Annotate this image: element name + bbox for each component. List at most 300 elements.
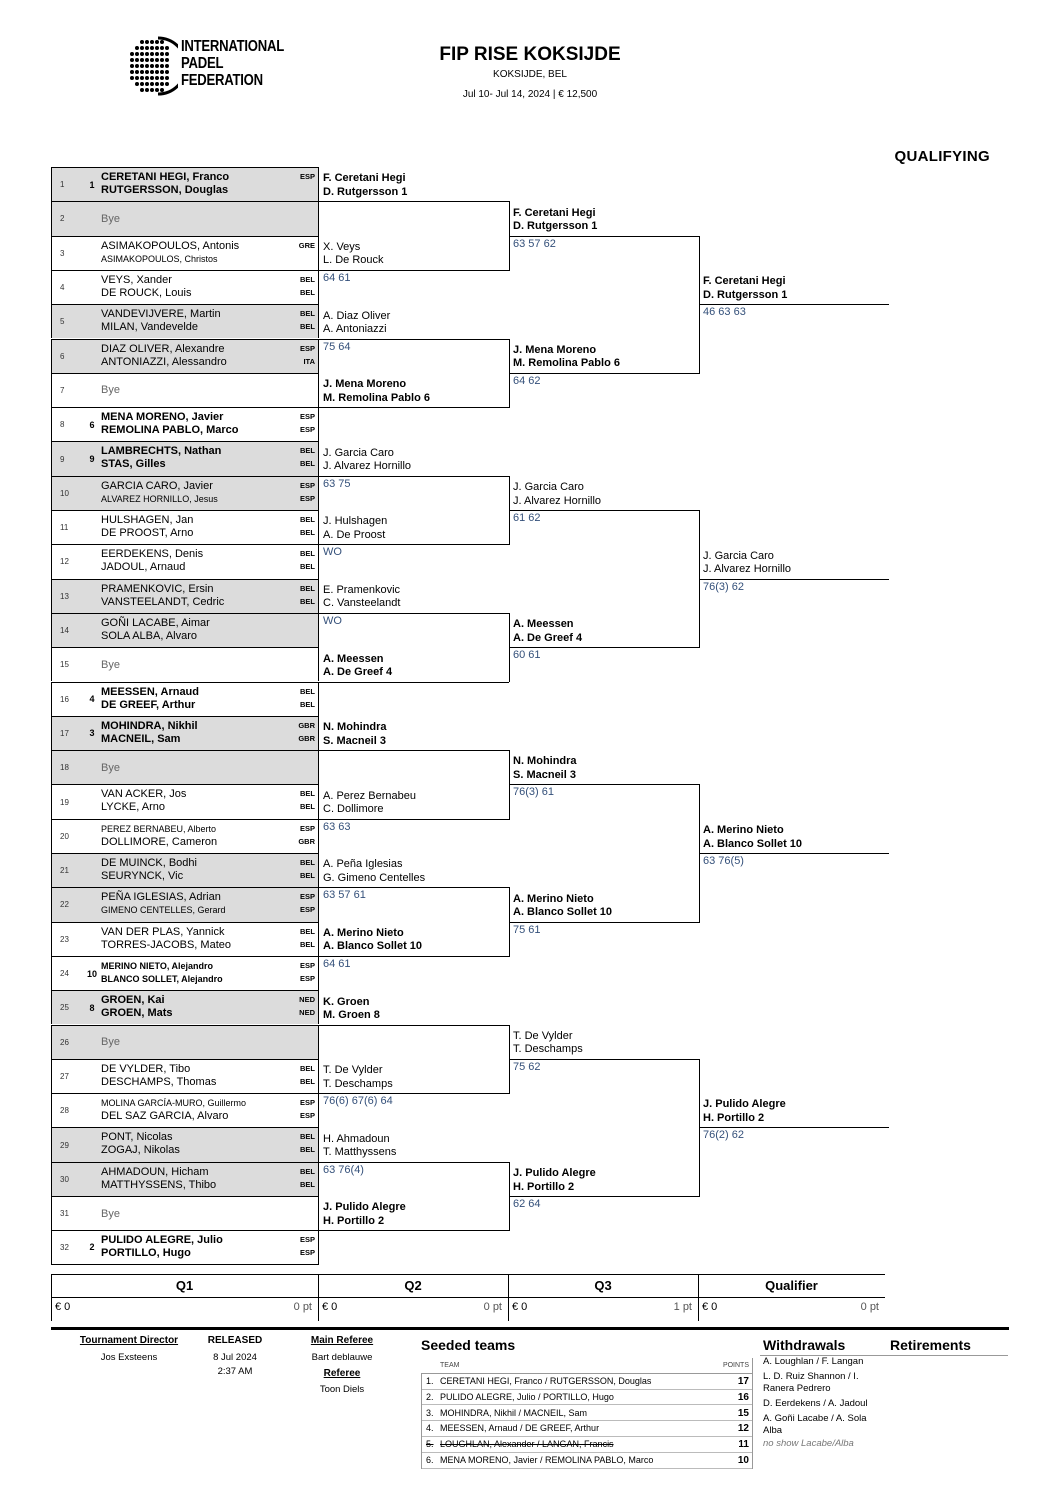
- slot-number: 27: [60, 1071, 69, 1081]
- slot-number: 11: [60, 523, 69, 533]
- winner-name: H. Portillo 2: [323, 1214, 385, 1227]
- player-name: PEREZ BERNABEU, Alberto: [101, 823, 217, 834]
- player-name: ANTONIAZZI, Alessandro: [101, 355, 227, 368]
- player-name: MERINO NIETO, Alejandro: [101, 960, 214, 971]
- tournament-dates: Jul 10- Jul 14, 2024 | € 12,500: [462, 89, 598, 100]
- slot-number: 30: [60, 1174, 69, 1184]
- draw-slot: [51, 1230, 319, 1264]
- player-name: GROEN, Mats: [101, 1007, 173, 1020]
- draw-slot: [51, 647, 319, 681]
- match-score: 76(3) 61: [513, 786, 554, 799]
- nationality-code: ESP: [299, 425, 315, 435]
- winner-name: J. Alvarez Hornillo: [703, 563, 792, 576]
- player-name: BLANCO SOLLET, Alejandro: [101, 973, 223, 984]
- withdrawal-note: no show Lacabe/Alba: [763, 1438, 854, 1449]
- draw-slot: [51, 1162, 319, 1196]
- winner-name: T. Deschamps: [323, 1077, 393, 1090]
- bracket-line: [319, 750, 509, 751]
- draw-slot: [51, 1196, 319, 1230]
- bye-label: Bye: [101, 658, 120, 671]
- slot-number: 31: [60, 1209, 69, 1219]
- draw-slot: [51, 304, 319, 338]
- bracket-line: [319, 956, 509, 957]
- slot-number: 6: [60, 351, 65, 361]
- slot-number: 19: [60, 797, 69, 807]
- player-name: MOHINDRA, Nikhil: [101, 719, 198, 732]
- winner-name: S. Macneil 3: [323, 734, 386, 747]
- match-score: 75 61: [513, 923, 541, 936]
- draw-slot: [51, 1127, 319, 1161]
- draw-slot: [51, 510, 319, 544]
- player-name: MENA MORENO, Javier: [101, 411, 224, 424]
- winner-name: A. Diaz Oliver: [323, 309, 391, 322]
- slot-number: 12: [60, 557, 69, 567]
- nationality-code: BEL: [300, 802, 315, 812]
- draw-slot: [51, 407, 319, 441]
- nationality-code: BEL: [300, 309, 315, 319]
- winner-name: J. Pulido Alegre: [513, 1167, 596, 1179]
- draw-slot: [51, 270, 319, 304]
- player-name: HULSHAGEN, Jan: [101, 514, 194, 526]
- player-name: VEYS, Xander: [101, 273, 172, 286]
- player-name: JADOUL, Arnaud: [101, 561, 186, 574]
- winner-name: D. Rutgersson 1: [703, 288, 788, 301]
- nationality-code: BEL: [300, 583, 315, 593]
- withdrawal-item: A. Loughlan / F. Langan: [763, 1356, 864, 1367]
- round-q1: Q1 € 0 0 pt: [55, 1278, 312, 1313]
- bracket-line: [319, 270, 509, 271]
- winner-name: A. Antoniazzi: [323, 323, 387, 335]
- winner-name: F. Ceretani Hegi: [703, 275, 786, 288]
- player-name: VANSTEELANDT, Cedric: [101, 595, 225, 608]
- nationality-code: BEL: [300, 939, 315, 949]
- bye-label: Bye: [101, 1207, 120, 1220]
- bracket-line: [509, 784, 699, 785]
- player-name: CERETANI HEGI, Franco: [101, 171, 230, 183]
- bracket-line: [699, 1127, 889, 1128]
- match-score: 64 61: [323, 957, 351, 970]
- winner-name: J. Mena Moreno: [323, 378, 407, 391]
- winner-name: T. Deschamps: [513, 1043, 583, 1056]
- seeded-row: [421, 1421, 753, 1437]
- nationality-code: BEL: [300, 287, 315, 297]
- nationality-code: BEL: [300, 1063, 315, 1073]
- winner-name: J. Garcia Caro: [513, 481, 584, 493]
- draw-slot: [51, 339, 319, 373]
- player-name: MILAN, Vandevelde: [101, 321, 199, 334]
- player-name: GROEN, Kai: [101, 994, 165, 1007]
- winner-name: T. Matthyssens: [323, 1146, 397, 1159]
- draw-slot: [51, 544, 319, 578]
- withdrawal-item: L. D. Ruiz Shannon / I. Ranera Pedrero: [763, 1371, 859, 1394]
- nationality-code: ESP: [299, 905, 315, 915]
- draw-slot: [51, 373, 319, 407]
- winner-name: A. Meessen: [323, 652, 384, 665]
- bracket-line: [509, 510, 699, 511]
- slot-number: 23: [60, 934, 69, 944]
- bracket-line: [509, 922, 699, 923]
- fip-logo-icon: [128, 36, 178, 98]
- bracket-line: [319, 201, 509, 202]
- player-name: DESCHAMPS, Thomas: [101, 1075, 217, 1088]
- match-score: 63 57 62: [513, 237, 556, 250]
- winner-name: A. Merino Nieto: [323, 926, 404, 939]
- bracket-line: [319, 1230, 509, 1231]
- slot-number: 25: [60, 1003, 69, 1013]
- winner-name: T. De Vylder: [323, 1064, 383, 1077]
- winner-name: A. De Proost: [323, 528, 386, 541]
- winner-name: A. Blanco Sollet 10: [513, 906, 613, 919]
- director-label: Tournament Director: [79, 1335, 179, 1346]
- bracket-line: [319, 1093, 509, 1094]
- slot-number: 32: [60, 1242, 69, 1252]
- draw-slot: [51, 819, 319, 853]
- slot-number: 14: [60, 626, 69, 636]
- seed-points: 15: [737, 1407, 749, 1419]
- draw-slot: [51, 887, 319, 921]
- slot-number: 7: [60, 385, 65, 395]
- winner-name: A. Blanco Sollet 10: [323, 940, 423, 953]
- player-name: PONT, Nicolas: [101, 1131, 173, 1144]
- bracket-line: [319, 1162, 509, 1163]
- slot-number: 1: [60, 180, 65, 190]
- bracket-line: [319, 476, 509, 477]
- player-name: MACNEIL, Sam: [101, 732, 181, 745]
- winner-name: J. Alvarez Hornillo: [513, 494, 602, 507]
- seed-rank: 6.: [426, 1455, 434, 1465]
- nationality-code: BEL: [300, 549, 315, 559]
- nationality-code: BEL: [300, 699, 315, 709]
- slot-number: 2: [60, 214, 65, 224]
- draw-slot: [51, 750, 319, 784]
- match-score: WO: [323, 546, 342, 559]
- nationality-code: BEL: [300, 562, 315, 572]
- player-name: DE VYLDER, Tibo: [101, 1062, 191, 1075]
- nationality-code: GBR: [298, 720, 315, 730]
- bracket-line: [319, 1025, 509, 1026]
- bracket-line: [319, 407, 509, 408]
- player-name: LYCKE, Arno: [101, 801, 165, 814]
- nationality-code: ESP: [299, 1248, 315, 1258]
- nationality-code: BEL: [300, 789, 315, 799]
- player-name: DE GREEF, Arthur: [101, 698, 196, 711]
- winner-name: A. Blanco Sollet 10: [703, 837, 803, 850]
- winner-name: A. Perez Bernabeu: [323, 789, 416, 802]
- player-name: GOÑI LACABE, Aimar: [101, 616, 210, 629]
- seed-points: 17: [737, 1376, 749, 1387]
- tournament-location: KOKSIJDE, BEL: [493, 69, 567, 80]
- bracket-line: [509, 1059, 699, 1060]
- withdrawals-title: Withdrawals: [763, 1337, 846, 1353]
- match-score: 64 61: [323, 271, 351, 284]
- winner-name: T. De Vylder: [513, 1029, 573, 1042]
- draw-type: QUALIFYING: [894, 148, 990, 165]
- player-name: SEURYNCK, Vic: [101, 870, 184, 882]
- nationality-code: ESP: [299, 1098, 315, 1108]
- bracket-line: [319, 887, 509, 888]
- slot-number: 21: [60, 866, 69, 876]
- referee-name: Toon Diels: [319, 1384, 365, 1395]
- player-name: LAMBRECHTS, Nathan: [101, 445, 222, 458]
- winner-name: J. Garcia Caro: [703, 549, 774, 562]
- nationality-code: BEL: [300, 926, 315, 936]
- winner-name: M. Remolina Pablo 6: [323, 391, 430, 404]
- retirements-title: Retirements: [890, 1337, 971, 1353]
- match-score: 63 75: [323, 477, 351, 490]
- nationality-code: BEL: [300, 1076, 315, 1086]
- referee-label: Referee: [323, 1368, 361, 1379]
- draw-slot: [51, 201, 319, 235]
- seed-number: 10: [86, 968, 97, 979]
- draw-slot: [51, 579, 319, 613]
- bracket-line: [509, 1196, 699, 1197]
- winner-name: J. Pulido Alegre: [323, 1201, 406, 1214]
- seed-team: LOUGHLAN, Alexander / LANGAN, Francis: [440, 1439, 614, 1450]
- player-name: PULIDO ALEGRE, Julio: [101, 1234, 223, 1247]
- draw-slot: [51, 613, 319, 647]
- seed-points: 11: [738, 1439, 749, 1451]
- bracket-line: [319, 339, 509, 340]
- player-name: VAN DER PLAS, Yannick: [101, 925, 225, 938]
- slot-number: 22: [60, 900, 69, 910]
- player-name: ZOGAJ, Nikolas: [101, 1144, 180, 1157]
- winner-name: M. Groen 8: [323, 1009, 380, 1021]
- match-score: 76(2) 62: [703, 1129, 744, 1142]
- player-name: RUTGERSSON, Douglas: [101, 184, 229, 196]
- nationality-code: BEL: [300, 528, 315, 537]
- player-name: DE MUINCK, Bodhi: [101, 857, 197, 869]
- winner-name: S. Macneil 3: [513, 768, 576, 781]
- slot-number: 24: [60, 969, 69, 979]
- seeded-row: [421, 1374, 753, 1390]
- nationality-code: BEL: [300, 858, 315, 867]
- player-name: GIMENO CENTELLES, Gerard: [101, 905, 226, 916]
- slot-number: 26: [60, 1037, 69, 1047]
- seeded-row: [421, 1390, 753, 1406]
- nationality-code: ESP: [299, 412, 315, 422]
- seeded-header: TEAM POINTS: [421, 1358, 753, 1374]
- nationality-code: ESP: [299, 973, 315, 983]
- seed-number: 6: [89, 419, 95, 430]
- nationality-code: BEL: [300, 515, 315, 524]
- nationality-code: BEL: [300, 1145, 315, 1155]
- winner-name: N. Mohindra: [323, 721, 387, 734]
- draw-slot: [51, 956, 319, 990]
- winner-name: D. Rutgersson 1: [323, 185, 408, 198]
- seed-number: 9: [89, 454, 95, 465]
- draw-slot: [51, 716, 319, 750]
- winner-name: J. Garcia Caro: [323, 446, 394, 459]
- match-score: WO: [323, 614, 342, 627]
- nationality-code: BEL: [300, 596, 315, 606]
- nationality-code: NED: [299, 995, 315, 1005]
- player-name: DOLLIMORE, Cameron: [101, 835, 218, 848]
- slot-number: 8: [60, 420, 65, 430]
- slot-number: 18: [60, 763, 69, 773]
- nationality-code: BEL: [300, 1166, 315, 1176]
- slot-number: 15: [60, 660, 69, 670]
- nationality-code: ESP: [299, 493, 315, 503]
- seed-number: 3: [89, 728, 95, 739]
- nationality-code: GRE: [298, 240, 315, 250]
- player-name: TORRES-JACOBS, Mateo: [101, 938, 231, 951]
- nationality-code: GBR: [298, 836, 315, 846]
- draw-slot: [51, 441, 319, 475]
- match-score: 76(3) 62: [703, 580, 744, 593]
- round-q3: Q3 € 0 1 pt: [512, 1278, 692, 1313]
- seed-number: 2: [89, 1242, 95, 1253]
- nationality-code: ESP: [299, 960, 315, 970]
- winner-name: F. Ceretani Hegi: [513, 206, 596, 219]
- winner-name: N. Mohindra: [513, 755, 577, 768]
- seed-number: 4: [89, 694, 95, 705]
- nationality-code: ESP: [299, 823, 315, 833]
- main-referee-label: Main Referee: [310, 1335, 374, 1346]
- match-score: 64 62: [513, 374, 541, 387]
- main-referee-name: Bart deblauwe: [311, 1352, 373, 1363]
- match-score: 61 62: [513, 512, 541, 524]
- bracket-line: [319, 544, 509, 545]
- nationality-code: BEL: [300, 686, 315, 696]
- nationality-code: ESP: [299, 892, 315, 902]
- nationality-code: BEL: [300, 446, 315, 456]
- divider: [51, 1327, 1009, 1330]
- seed-team: MOHINDRA, Nikhil / MACNEIL, Sam: [440, 1407, 588, 1418]
- seed-rank: 5.: [426, 1439, 434, 1450]
- bracket-line: [319, 682, 509, 683]
- bye-label: Bye: [101, 1036, 120, 1049]
- seeded-teams-title: Seeded teams: [421, 1337, 516, 1353]
- draw-slot: [51, 784, 319, 818]
- seed-rank: 2.: [426, 1391, 434, 1402]
- director-name: Jos Exsteens: [100, 1352, 158, 1363]
- slot-number: 4: [60, 283, 65, 293]
- winner-name: A. Merino Nieto: [513, 892, 594, 905]
- player-name: PRAMENKOVIC, Ersin: [101, 582, 214, 595]
- bracket-line: [509, 647, 699, 648]
- match-score: 75 64: [323, 340, 351, 353]
- seeded-row: [421, 1406, 753, 1422]
- player-name: MEESSEN, Arnaud: [101, 685, 199, 698]
- seed-number: 1: [89, 179, 95, 190]
- winner-name: A. Peña Iglesias: [323, 858, 403, 871]
- seed-points: 10: [737, 1455, 749, 1466]
- nationality-code: ESP: [299, 480, 315, 490]
- player-name: ASIMAKOPOULOS, Christos: [101, 253, 218, 264]
- player-name: PORTILLO, Hugo: [101, 1247, 191, 1260]
- nationality-code: BEL: [300, 1132, 315, 1142]
- rounds-footer: [51, 1274, 885, 1321]
- match-score: 62 64: [513, 1198, 541, 1210]
- draw-slot: [51, 682, 319, 716]
- slot-number: 3: [60, 248, 65, 258]
- slot-number: 13: [60, 591, 69, 601]
- bracket-line: [319, 819, 509, 820]
- match-score: 63 63: [323, 820, 351, 833]
- seed-rank: 1.: [426, 1376, 434, 1386]
- player-name: EERDEKENS, Denis: [101, 548, 204, 561]
- winner-name: C. Dollimore: [323, 803, 384, 816]
- seed-team: MENA MORENO, Javier / REMOLINA PABLO, Marco: [440, 1455, 654, 1465]
- nationality-code: BEL: [300, 322, 315, 332]
- winner-name: A. De Greef 4: [513, 631, 583, 644]
- winner-name: M. Remolina Pablo 6: [513, 357, 620, 370]
- slot-number: 28: [60, 1106, 69, 1116]
- player-name: DIAZ OLIVER, Alexandre: [101, 342, 225, 355]
- player-name: STAS, Gilles: [101, 458, 166, 471]
- player-name: GARCIA CARO, Javier: [101, 479, 213, 492]
- nationality-code: ITA: [303, 356, 315, 366]
- seed-team: MEESSEN, Arnaud / DE GREEF, Arthur: [440, 1423, 600, 1434]
- draw-slot: [51, 167, 319, 201]
- slot-number: 29: [60, 1140, 69, 1150]
- nationality-code: ESP: [299, 172, 315, 181]
- bye-label: Bye: [101, 212, 120, 225]
- winner-name: F. Ceretani Hegi: [323, 172, 406, 185]
- winner-name: J. Mena Moreno: [513, 343, 597, 356]
- released-label: RELEASED: [207, 1335, 263, 1346]
- seeded-row: [421, 1453, 753, 1469]
- released-date: 8 Jul 2024: [213, 1352, 257, 1363]
- winner-name: H. Portillo 2: [703, 1111, 765, 1124]
- match-score: 75 62: [513, 1060, 541, 1073]
- winner-name: L. De Rouck: [323, 254, 384, 267]
- player-name: DE ROUCK, Louis: [101, 286, 192, 299]
- winner-name: H. Portillo 2: [513, 1180, 575, 1193]
- withdrawal-item: D. Eerdekens / A. Jadoul: [763, 1398, 868, 1409]
- tournament-title: FIP RISE KOKSIJDE: [439, 44, 621, 65]
- round-qualifier: Qualifier € 0 0 pt: [702, 1278, 879, 1313]
- player-name: VAN ACKER, Jos: [101, 788, 187, 801]
- draw-slot: [51, 1025, 319, 1059]
- draw-slot: [51, 853, 319, 887]
- winner-name: J. Hulshagen: [323, 515, 388, 528]
- slot-number: 20: [60, 831, 69, 841]
- nationality-code: BEL: [300, 1179, 315, 1189]
- seed-number: 8: [89, 1002, 95, 1013]
- bracket-line: [509, 236, 699, 237]
- seed-rank: 4.: [426, 1423, 434, 1434]
- player-name: DEL SAZ GARCIA, Alvaro: [101, 1110, 229, 1123]
- nationality-code: ESP: [299, 343, 315, 353]
- released-time: 2:37 AM: [217, 1366, 253, 1377]
- match-score: 63 76(5): [703, 855, 744, 867]
- bye-label: Bye: [101, 761, 120, 774]
- nationality-code: BEL: [300, 871, 315, 880]
- player-name: AHMADOUN, Hicham: [101, 1165, 209, 1178]
- winner-name: K. Groen: [323, 995, 370, 1008]
- player-name: ALVAREZ HORNILLO, Jesus: [101, 493, 218, 504]
- draw-slot: [51, 922, 319, 956]
- player-name: ASIMAKOPOULOS, Antonis: [101, 239, 240, 252]
- match-score: 60 61: [513, 649, 541, 662]
- seed-team: PULIDO ALEGRE, Julio / PORTILLO, Hugo: [440, 1391, 614, 1402]
- nationality-code: ESP: [299, 1235, 315, 1245]
- player-name: MATTHYSSENS, Thibo: [101, 1178, 217, 1191]
- bracket-line: [509, 373, 699, 374]
- fip-logo-text: INTERNATIONAL PADEL FEDERATION: [181, 38, 284, 89]
- draw-slot: [51, 1093, 319, 1127]
- nationality-code: BEL: [300, 459, 315, 469]
- winner-name: A. Merino Nieto: [703, 824, 784, 836]
- slot-number: 10: [60, 488, 69, 498]
- slot-number: 5: [60, 317, 65, 327]
- player-name: VANDEVIJVERE, Martin: [101, 308, 221, 321]
- winner-name: D. Rutgersson 1: [513, 220, 598, 233]
- seed-rank: 3.: [426, 1407, 434, 1418]
- nationality-code: BEL: [300, 274, 315, 284]
- match-score: 76(6) 67(6) 64: [323, 1095, 393, 1108]
